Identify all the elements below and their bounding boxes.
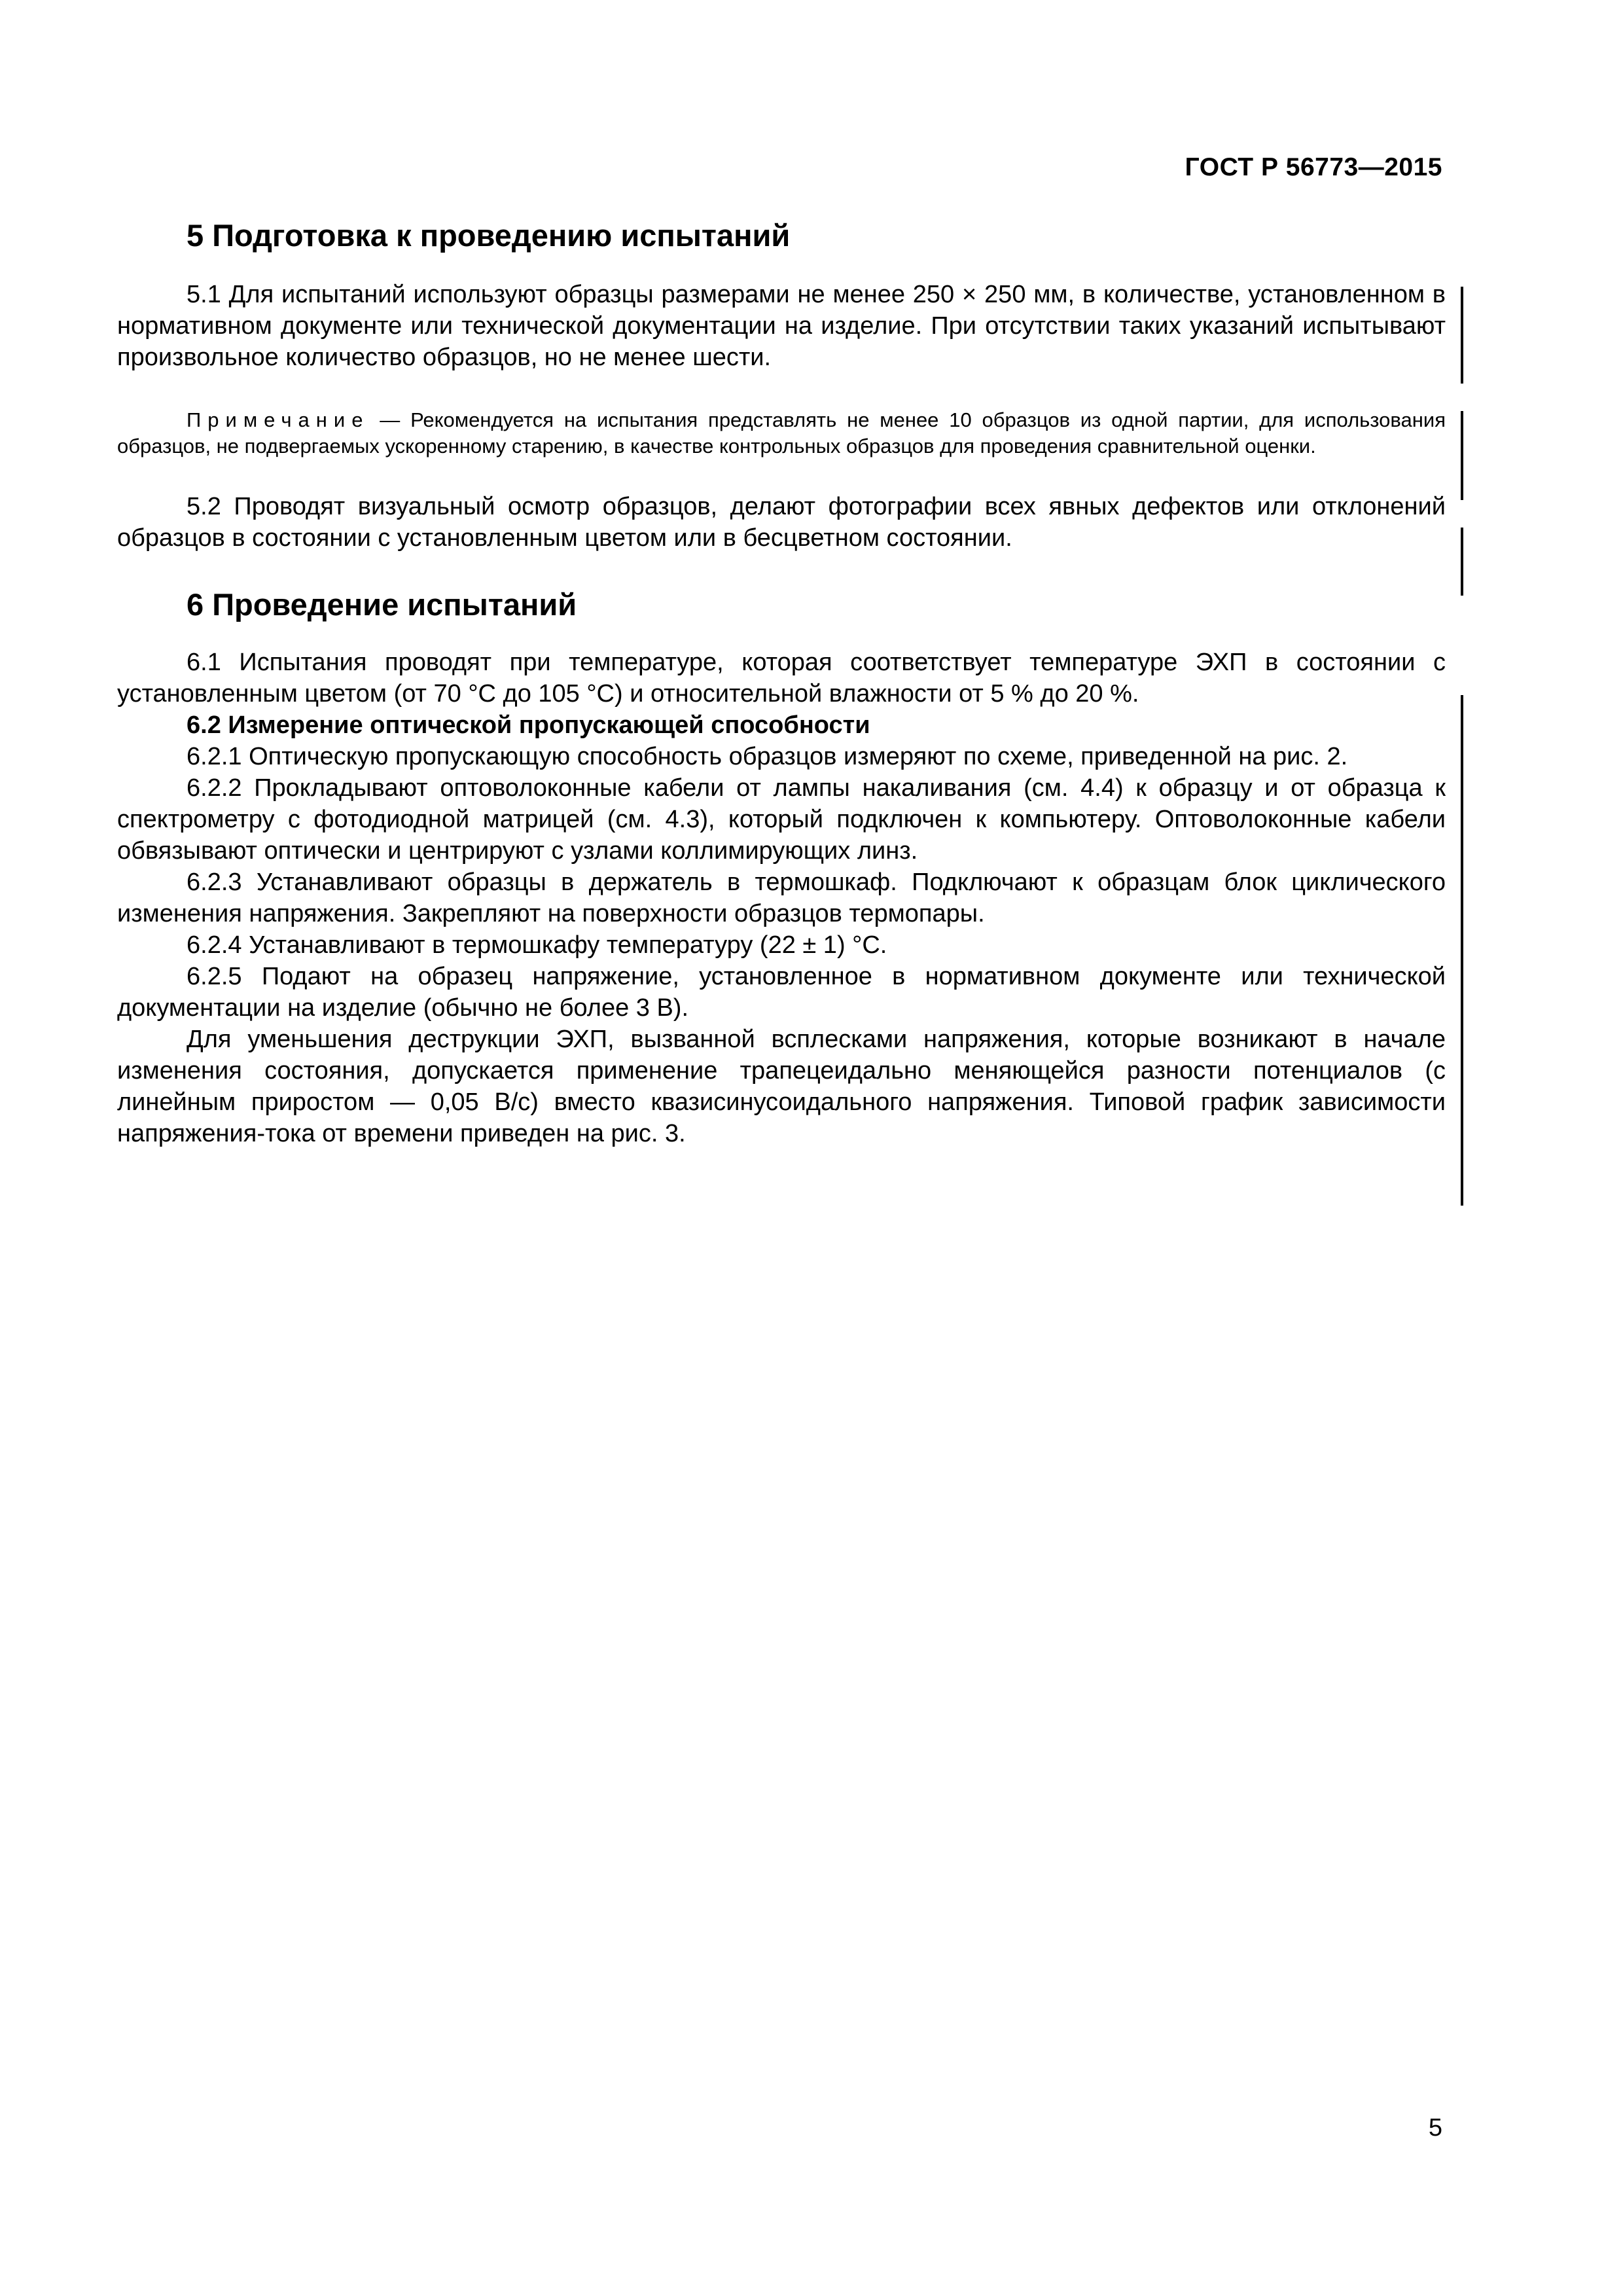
change-bar-note: [1461, 411, 1463, 500]
page-number: 5: [1428, 2114, 1442, 2142]
change-bar-5-2: [1461, 528, 1463, 596]
paragraph-destruction: Для уменьшения деструкции ЭХП, вызванной всплесками напряжения, которые возникают в начале изменения состояния, допускается применение трапецеидально меняющейся разности потенциалов (с линейным приростом — 0,05 В/с) вместо квазисинусоидального напряжения. Типовой график зависимости напряжения-тока от времени приведен на рис. 3.: [117, 1026, 1446, 1147]
note-block: [117, 407, 1446, 459]
paragraph-6-2-2: 6.2.2 Прокладывают оптоволоконные кабели от лампы накаливания (см. 4.4) к образцу и от образца к спектрометру с фотодиодной матрицей (см. 4.3), который подключен к компьютеру. Оптоволоконные кабели обвязывают оптически и центрируют с узлами коллимирующих линз.: [117, 774, 1446, 865]
paragraph-6-1: 6.1 Испытания проводят при температуре, которая соответствует температуре ЭХП в состоянии с установленным цветом (от 70 °С до 105 °С) и относительной влажности от 5 % до 20 %.: [117, 649, 1446, 708]
paragraph-6-2-3: 6.2.3 Устанавливают образцы в держатель в термошкаф. Подключают к образцам блок циклического изменения напряжения. Закрепляют на поверхности образцов термопары.: [117, 869, 1446, 927]
section-6-title: 6 Проведение испытаний: [187, 587, 577, 622]
paragraph-6-2-4: 6.2.4 Устанавливают в термошкафу температуру (22 ± 1) °С.: [187, 931, 887, 959]
note-label: Примечание: [187, 408, 370, 431]
section-5-title: 5 Подготовка к проведению испытаний: [187, 218, 791, 253]
change-bar-section-6: [1461, 695, 1463, 1206]
change-bar-5-1: [1461, 287, 1463, 384]
paragraph-5-1: 5.1 Для испытаний используют образцы размерами не менее 250 × 250 мм, в количестве, установленном в нормативном документе или технической документации на изделие. При отсутствии таких указаний испытывают произвольное количество образцов, но не менее шести.: [117, 281, 1446, 371]
paragraph-6-2-1: 6.2.1 Оптическую пропускающую способность образцов измеряют по схеме, приведенной на рис. 2.: [187, 743, 1348, 770]
note-text: — Рекомендуется на испытания представлять не менее 10 образцов из одной партии, для использования образцов, не подвергаемых ускоренному старению, в качестве контрольных образцов для проведения сравнительной оценки.: [117, 408, 1446, 457]
document-body: [117, 216, 1446, 1149]
paragraph-5-2: 5.2 Проводят визуальный осмотр образцов, делают фотографии всех явных дефектов или отклонений образцов в состоянии с установленным цветом или в бесцветном состоянии.: [117, 493, 1446, 552]
subsection-6-2-heading: 6.2 Измерение оптической пропускающей способности: [187, 711, 870, 739]
paragraph-6-2-5: 6.2.5 Подают на образец напряжение, установленное в нормативном документе или технической документации на изделие (обычно не более 3 В).: [117, 963, 1446, 1022]
document-code: ГОСТ Р 56773—2015: [1185, 153, 1442, 181]
